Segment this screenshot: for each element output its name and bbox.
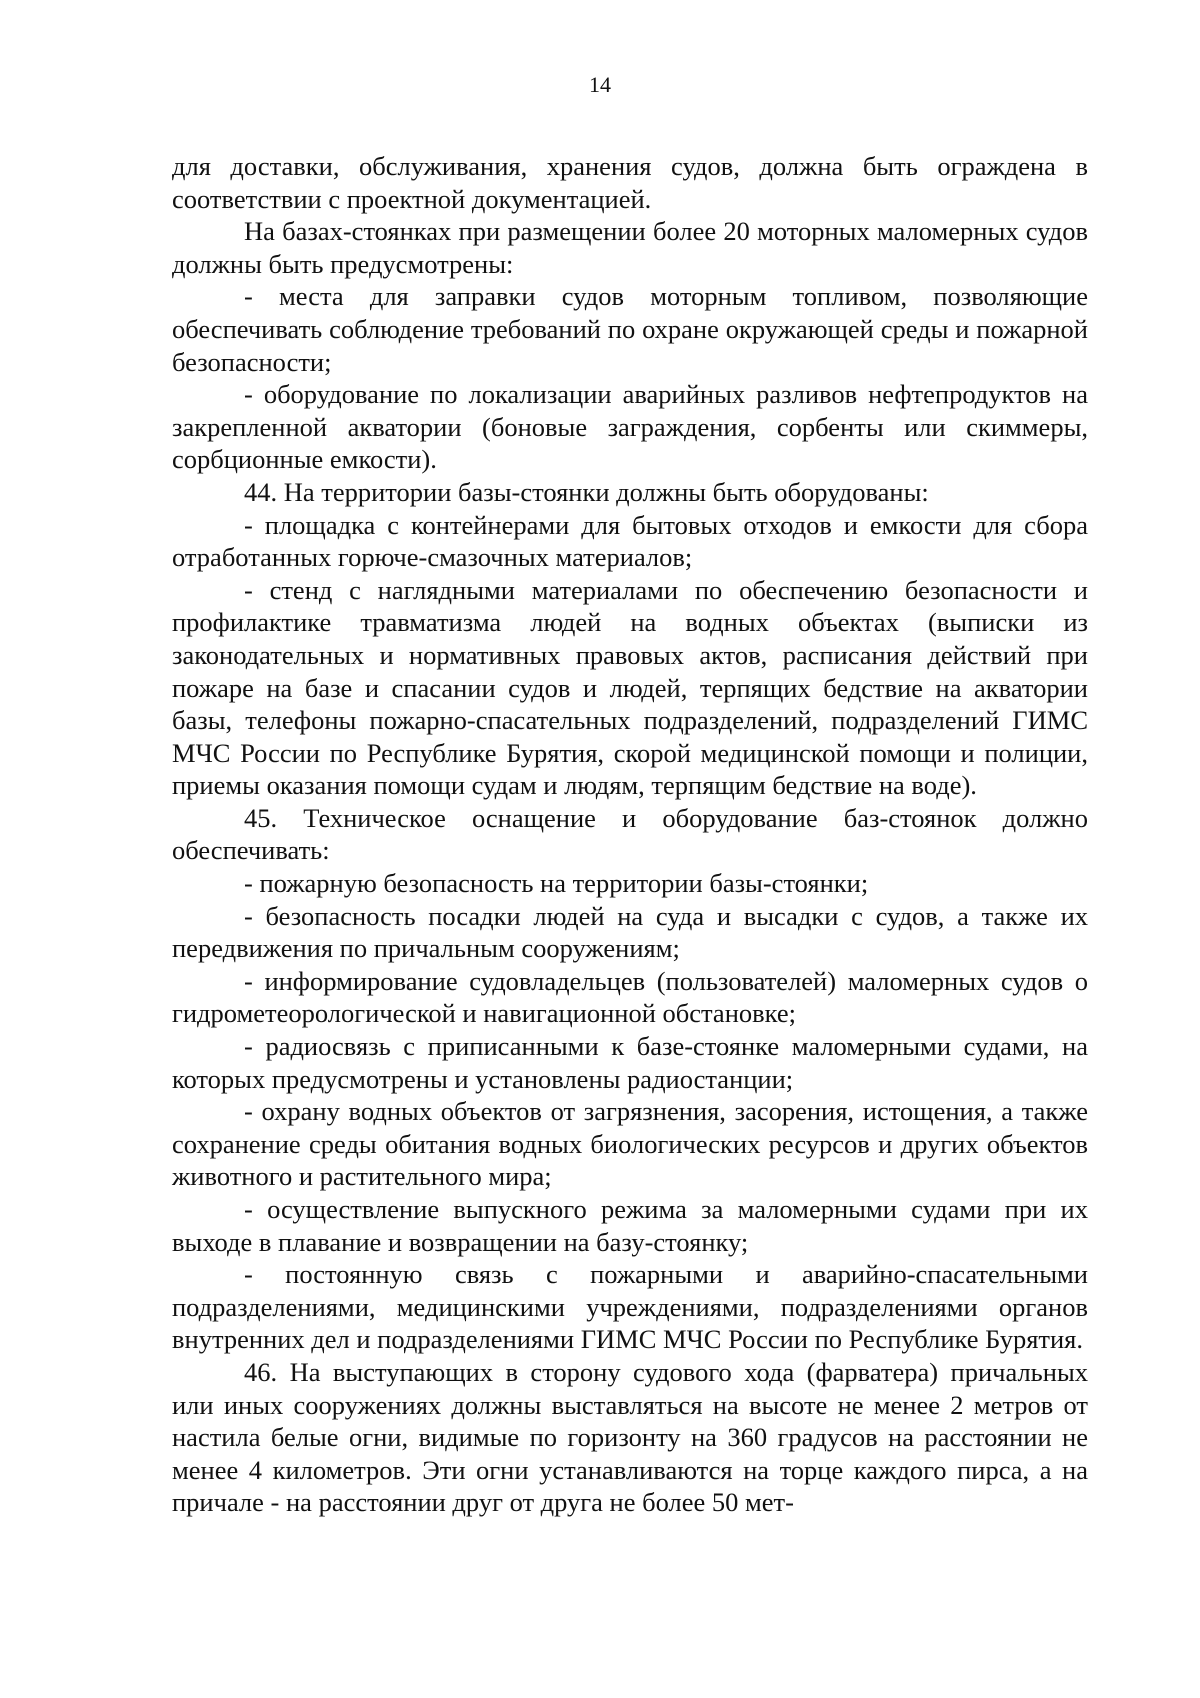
paragraph-continuation: для доставки, обслуживания, хранения судов, должна быть ограждена в соответствии с проектной документацией. [172,151,1088,214]
paragraph-bases-over-20-boats: На базах-стоянках при размещении более 20 моторных маломерных судов должны быть предусмотрены: [172,216,1088,279]
list-item-exit-regime: - осуществление выпускного режима за маломерными судами при их выходе в плавание и возвращении на базу-стоянку; [172,1194,1088,1257]
list-item-waste-containers: - площадка с контейнерами для бытовых отходов и емкости для сбора отработанных горюче-смазочных материалов; [172,509,1088,573]
paragraph-44: 44. На территории базы-стоянки должны быть оборудованы: [244,476,929,507]
document-body [172,150,1088,1519]
list-item-refuel-places: - места для заправки судов моторным топливом, позволяющие обеспечивать соблюдение требований по охране окружающей среды и пожарной безопасности; [172,281,1088,377]
list-item-fire-safety: - пожарную безопасность на территории базы-стоянки; [244,868,869,899]
list-item-informing: - информирование судовладельцев (пользователей) маломерных судов о гидрометеорологической и навигационной обстановке; [172,965,1088,1029]
paragraph-46: 46. На выступающих в сторону судового хода (фарватера) причальных или иных сооружениях должны выставляться на высоте не менее 2 метров от настила белые огни, видимые по горизонту на 360 градусов на расстоянии не менее 4 километров. Эти огни устанавливаются на торце каждого пирса, а на причале - на расстоянии друг от друга не более 50 мет- [172,1356,1088,1518]
page-number: 14 [589,72,611,97]
list-item-radio: - радиосвязь с приписанными к базе-стоянке маломерными судами, на которых предусмотрены и установлены радиостанции; [172,1031,1088,1094]
list-item-water-protection: - охрану водных объектов от загрязнения, засорения, истощения, а также сохранение среды обитания водных биологических ресурсов и других объектов животного и растительного мира; [172,1096,1088,1192]
list-item-info-stand: - стенд с наглядными материалами по обеспечению безопасности и профилактике травматизма людей на водных объектах (выписки из законодательных и нормативных правовых актов, расписания действий при пожаре на базе и спасании судов и людей, терпящих бедствие на акватории базы, телефоны пожарно-спасательных подразделений, подразделений ГИМС МЧС России по Республике Бурятия, скорой медицинской помощи и полиции, приемы оказания помощи судам и людям, терпящим бедствие на воде). [172,574,1088,801]
list-item-spill-equipment: - оборудование по локализации аварийных разливов нефтепродуктов на закрепленной акватории (боновые заграждения, сорбенты или скиммеры, сорбционные емкости). [172,379,1088,475]
paragraph-45: 45. Техническое оснащение и оборудование баз-стоянок должно обеспечивать: [172,802,1088,866]
list-item-boarding-safety: - безопасность посадки людей на суда и высадки с судов, а также их передвижения по причальным сооружениям; [172,900,1088,964]
list-item-permanent-communication: - постоянную связь с пожарными и аварийно-спасательными подразделениями, медицинскими учреждениями, подразделениями органов внутренних дел и подразделениями ГИМС МЧС России по Республике Бурятия. [172,1259,1088,1355]
